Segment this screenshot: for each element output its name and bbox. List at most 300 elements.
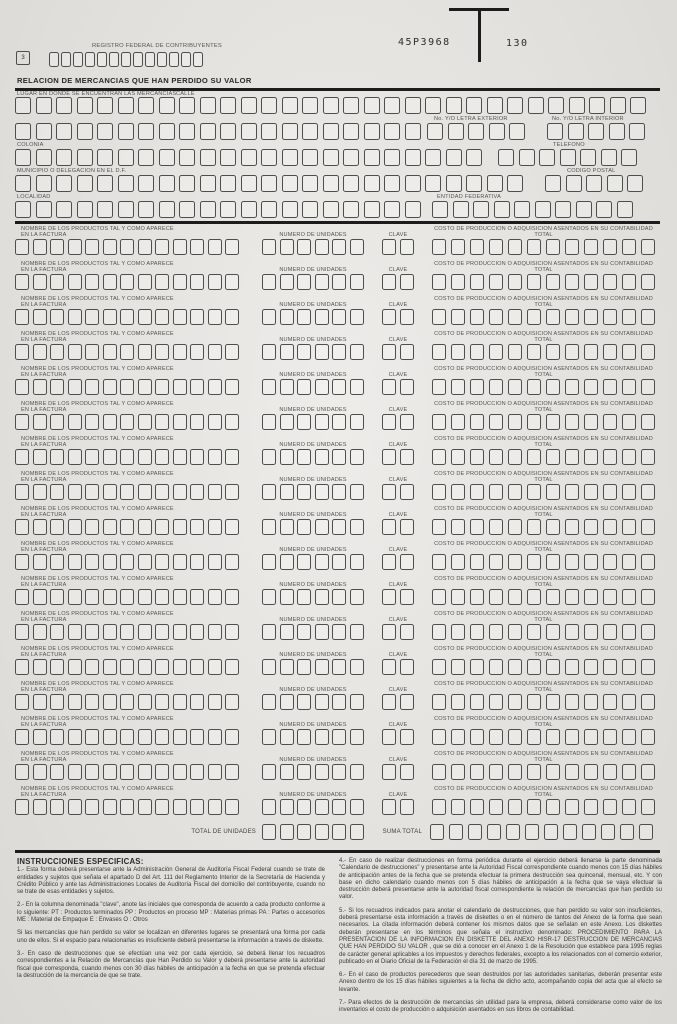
- char-box[interactable]: [68, 309, 82, 325]
- char-box[interactable]: [68, 274, 82, 290]
- char-box[interactable]: [138, 519, 152, 535]
- char-box[interactable]: [350, 589, 364, 605]
- char-box[interactable]: [468, 123, 484, 140]
- char-box[interactable]: [220, 149, 236, 166]
- char-box[interactable]: [589, 97, 605, 114]
- char-box[interactable]: [603, 589, 617, 605]
- char-box[interactable]: [546, 589, 560, 605]
- char-box[interactable]: [261, 175, 277, 192]
- char-box[interactable]: [282, 149, 298, 166]
- char-box[interactable]: [103, 554, 117, 570]
- char-box[interactable]: [157, 52, 167, 67]
- char-box[interactable]: [261, 149, 277, 166]
- char-box[interactable]: [405, 175, 421, 192]
- char-box[interactable]: [282, 175, 298, 192]
- char-box[interactable]: [138, 729, 152, 745]
- char-box[interactable]: [208, 379, 222, 395]
- char-box[interactable]: [603, 309, 617, 325]
- char-box[interactable]: [432, 659, 446, 675]
- char-box[interactable]: [50, 694, 64, 710]
- char-box[interactable]: [382, 414, 396, 430]
- char-box[interactable]: [382, 239, 396, 255]
- char-box[interactable]: [261, 201, 277, 218]
- char-box[interactable]: [155, 414, 169, 430]
- char-box[interactable]: [190, 309, 204, 325]
- char-box[interactable]: [641, 554, 655, 570]
- char-box[interactable]: [405, 149, 421, 166]
- char-box[interactable]: [432, 484, 446, 500]
- char-box[interactable]: [190, 694, 204, 710]
- char-box[interactable]: [262, 519, 276, 535]
- char-box[interactable]: [15, 379, 29, 395]
- char-box[interactable]: [97, 201, 113, 218]
- char-box[interactable]: [364, 201, 380, 218]
- char-box[interactable]: [432, 201, 448, 218]
- char-box[interactable]: [225, 274, 239, 290]
- char-box[interactable]: [33, 554, 47, 570]
- char-box[interactable]: [280, 799, 294, 815]
- char-box[interactable]: [103, 694, 117, 710]
- char-box[interactable]: [629, 123, 645, 140]
- char-box[interactable]: [332, 414, 346, 430]
- char-box[interactable]: [68, 239, 82, 255]
- char-box[interactable]: [179, 149, 195, 166]
- char-box[interactable]: [138, 97, 154, 114]
- char-box[interactable]: [350, 729, 364, 745]
- char-box[interactable]: [432, 729, 446, 745]
- char-box[interactable]: [85, 694, 99, 710]
- char-box[interactable]: [432, 414, 446, 430]
- char-box[interactable]: [584, 554, 598, 570]
- char-box[interactable]: [384, 175, 400, 192]
- char-box[interactable]: [405, 201, 421, 218]
- char-box[interactable]: [262, 624, 276, 640]
- char-box[interactable]: [622, 764, 636, 780]
- char-box[interactable]: [61, 52, 71, 67]
- char-box[interactable]: [280, 659, 294, 675]
- char-box[interactable]: [56, 149, 72, 166]
- char-box[interactable]: [225, 554, 239, 570]
- char-box[interactable]: [297, 344, 311, 360]
- char-box[interactable]: [15, 175, 31, 192]
- char-box[interactable]: [297, 659, 311, 675]
- char-box[interactable]: [208, 659, 222, 675]
- char-box[interactable]: [489, 379, 503, 395]
- char-box[interactable]: [565, 414, 579, 430]
- char-box[interactable]: [639, 824, 653, 840]
- char-box[interactable]: [622, 449, 636, 465]
- char-box[interactable]: [155, 659, 169, 675]
- char-box[interactable]: [85, 449, 99, 465]
- char-box[interactable]: [451, 659, 465, 675]
- char-box[interactable]: [425, 175, 441, 192]
- char-box[interactable]: [382, 659, 396, 675]
- char-box[interactable]: [555, 201, 571, 218]
- char-box[interactable]: [563, 824, 577, 840]
- char-box[interactable]: [508, 554, 522, 570]
- char-box[interactable]: [173, 344, 187, 360]
- char-box[interactable]: [546, 659, 560, 675]
- char-box[interactable]: [120, 519, 134, 535]
- char-box[interactable]: [400, 274, 414, 290]
- char-box[interactable]: [33, 764, 47, 780]
- char-box[interactable]: [332, 274, 346, 290]
- char-box[interactable]: [584, 239, 598, 255]
- char-box[interactable]: [159, 201, 175, 218]
- char-box[interactable]: [489, 414, 503, 430]
- char-box[interactable]: [208, 799, 222, 815]
- char-box[interactable]: [103, 274, 117, 290]
- char-box[interactable]: [138, 309, 152, 325]
- char-box[interactable]: [241, 201, 257, 218]
- char-box[interactable]: [566, 175, 582, 192]
- char-box[interactable]: [280, 589, 294, 605]
- char-box[interactable]: [470, 764, 484, 780]
- char-box[interactable]: [103, 764, 117, 780]
- char-box[interactable]: [225, 589, 239, 605]
- char-box[interactable]: [138, 764, 152, 780]
- char-box[interactable]: [470, 624, 484, 640]
- char-box[interactable]: [323, 175, 339, 192]
- char-box[interactable]: [33, 799, 47, 815]
- char-box[interactable]: [225, 414, 239, 430]
- char-box[interactable]: [155, 449, 169, 465]
- char-box[interactable]: [425, 97, 441, 114]
- char-box[interactable]: [68, 659, 82, 675]
- char-box[interactable]: [50, 414, 64, 430]
- char-box[interactable]: [468, 824, 482, 840]
- char-box[interactable]: [508, 764, 522, 780]
- char-box[interactable]: [262, 589, 276, 605]
- char-box[interactable]: [584, 519, 598, 535]
- char-box[interactable]: [332, 379, 346, 395]
- char-box[interactable]: [546, 274, 560, 290]
- char-box[interactable]: [15, 97, 31, 114]
- char-box[interactable]: [208, 554, 222, 570]
- char-box[interactable]: [138, 344, 152, 360]
- char-box[interactable]: [621, 149, 637, 166]
- char-box[interactable]: [400, 414, 414, 430]
- char-box[interactable]: [627, 175, 643, 192]
- char-box[interactable]: [173, 799, 187, 815]
- char-box[interactable]: [382, 764, 396, 780]
- char-box[interactable]: [641, 449, 655, 465]
- char-box[interactable]: [508, 519, 522, 535]
- char-box[interactable]: [451, 239, 465, 255]
- char-box[interactable]: [190, 484, 204, 500]
- char-box[interactable]: [519, 149, 535, 166]
- char-box[interactable]: [546, 379, 560, 395]
- char-box[interactable]: [97, 175, 113, 192]
- char-box[interactable]: [33, 519, 47, 535]
- char-box[interactable]: [364, 97, 380, 114]
- char-box[interactable]: [208, 589, 222, 605]
- char-box[interactable]: [350, 624, 364, 640]
- char-box[interactable]: [489, 659, 503, 675]
- char-box[interactable]: [225, 309, 239, 325]
- char-box[interactable]: [15, 799, 29, 815]
- char-box[interactable]: [103, 589, 117, 605]
- char-box[interactable]: [173, 659, 187, 675]
- char-box[interactable]: [430, 824, 444, 840]
- char-box[interactable]: [489, 309, 503, 325]
- char-box[interactable]: [584, 344, 598, 360]
- char-box[interactable]: [400, 519, 414, 535]
- char-box[interactable]: [50, 309, 64, 325]
- char-box[interactable]: [489, 274, 503, 290]
- char-box[interactable]: [382, 589, 396, 605]
- char-box[interactable]: [155, 694, 169, 710]
- char-box[interactable]: [103, 729, 117, 745]
- char-box[interactable]: [179, 97, 195, 114]
- char-box[interactable]: [280, 519, 294, 535]
- char-box[interactable]: [487, 824, 501, 840]
- char-box[interactable]: [225, 659, 239, 675]
- char-box[interactable]: [527, 379, 541, 395]
- char-box[interactable]: [332, 344, 346, 360]
- char-box[interactable]: [446, 149, 462, 166]
- char-box[interactable]: [546, 624, 560, 640]
- char-box[interactable]: [241, 97, 257, 114]
- char-box[interactable]: [332, 764, 346, 780]
- char-box[interactable]: [280, 274, 294, 290]
- char-box[interactable]: [323, 149, 339, 166]
- char-box[interactable]: [622, 274, 636, 290]
- char-box[interactable]: [282, 201, 298, 218]
- char-box[interactable]: [120, 239, 134, 255]
- char-box[interactable]: [446, 175, 462, 192]
- char-box[interactable]: [280, 694, 294, 710]
- char-box[interactable]: [382, 309, 396, 325]
- char-box[interactable]: [190, 449, 204, 465]
- char-box[interactable]: [159, 123, 175, 140]
- char-box[interactable]: [262, 239, 276, 255]
- char-box[interactable]: [596, 201, 612, 218]
- char-box[interactable]: [190, 344, 204, 360]
- char-box[interactable]: [641, 484, 655, 500]
- char-box[interactable]: [120, 694, 134, 710]
- char-box[interactable]: [548, 97, 564, 114]
- char-box[interactable]: [432, 519, 446, 535]
- char-box[interactable]: [297, 414, 311, 430]
- char-box[interactable]: [155, 484, 169, 500]
- char-box[interactable]: [451, 589, 465, 605]
- char-box[interactable]: [350, 484, 364, 500]
- char-box[interactable]: [280, 449, 294, 465]
- char-box[interactable]: [33, 624, 47, 640]
- char-box[interactable]: [155, 344, 169, 360]
- char-box[interactable]: [382, 379, 396, 395]
- char-box[interactable]: [33, 344, 47, 360]
- char-box[interactable]: [36, 201, 52, 218]
- char-box[interactable]: [220, 175, 236, 192]
- char-box[interactable]: [262, 309, 276, 325]
- char-box[interactable]: [103, 659, 117, 675]
- char-box[interactable]: [565, 764, 579, 780]
- char-box[interactable]: [432, 554, 446, 570]
- char-box[interactable]: [451, 309, 465, 325]
- char-box[interactable]: [262, 824, 276, 840]
- char-box[interactable]: [190, 729, 204, 745]
- char-box[interactable]: [297, 449, 311, 465]
- char-box[interactable]: [133, 52, 143, 67]
- char-box[interactable]: [507, 175, 523, 192]
- char-box[interactable]: [603, 414, 617, 430]
- char-box[interactable]: [50, 484, 64, 500]
- char-box[interactable]: [489, 589, 503, 605]
- char-box[interactable]: [584, 764, 598, 780]
- char-box[interactable]: [546, 764, 560, 780]
- char-box[interactable]: [432, 379, 446, 395]
- char-box[interactable]: [350, 694, 364, 710]
- char-box[interactable]: [50, 799, 64, 815]
- char-box[interactable]: [343, 149, 359, 166]
- char-box[interactable]: [400, 484, 414, 500]
- char-box[interactable]: [584, 694, 598, 710]
- char-box[interactable]: [400, 554, 414, 570]
- char-box[interactable]: [138, 414, 152, 430]
- char-box[interactable]: [470, 484, 484, 500]
- char-box[interactable]: [364, 123, 380, 140]
- char-box[interactable]: [508, 449, 522, 465]
- char-box[interactable]: [332, 624, 346, 640]
- char-box[interactable]: [85, 624, 99, 640]
- char-box[interactable]: [138, 589, 152, 605]
- char-box[interactable]: [332, 309, 346, 325]
- char-box[interactable]: [527, 309, 541, 325]
- char-box[interactable]: [622, 729, 636, 745]
- char-box[interactable]: [33, 659, 47, 675]
- char-box[interactable]: [280, 414, 294, 430]
- char-box[interactable]: [68, 379, 82, 395]
- char-box[interactable]: [118, 123, 134, 140]
- char-box[interactable]: [155, 799, 169, 815]
- char-box[interactable]: [565, 729, 579, 745]
- char-box[interactable]: [451, 519, 465, 535]
- char-box[interactable]: [56, 97, 72, 114]
- char-box[interactable]: [332, 729, 346, 745]
- char-box[interactable]: [487, 175, 503, 192]
- char-box[interactable]: [603, 729, 617, 745]
- char-box[interactable]: [97, 123, 113, 140]
- char-box[interactable]: [427, 123, 443, 140]
- char-box[interactable]: [489, 239, 503, 255]
- char-box[interactable]: [400, 729, 414, 745]
- char-box[interactable]: [487, 97, 503, 114]
- char-box[interactable]: [641, 274, 655, 290]
- char-box[interactable]: [155, 554, 169, 570]
- char-box[interactable]: [173, 274, 187, 290]
- char-box[interactable]: [622, 694, 636, 710]
- char-box[interactable]: [315, 589, 329, 605]
- char-box[interactable]: [120, 624, 134, 640]
- char-box[interactable]: [489, 519, 503, 535]
- char-box[interactable]: [103, 414, 117, 430]
- char-box[interactable]: [280, 309, 294, 325]
- char-box[interactable]: [36, 149, 52, 166]
- char-box[interactable]: [315, 729, 329, 745]
- char-box[interactable]: [382, 554, 396, 570]
- char-box[interactable]: [508, 484, 522, 500]
- char-box[interactable]: [489, 764, 503, 780]
- char-box[interactable]: [280, 824, 294, 840]
- char-box[interactable]: [77, 201, 93, 218]
- char-box[interactable]: [601, 149, 617, 166]
- char-box[interactable]: [350, 449, 364, 465]
- char-box[interactable]: [432, 449, 446, 465]
- char-box[interactable]: [33, 239, 47, 255]
- char-box[interactable]: [155, 309, 169, 325]
- char-box[interactable]: [315, 484, 329, 500]
- char-box[interactable]: [173, 764, 187, 780]
- char-box[interactable]: [200, 149, 216, 166]
- char-box[interactable]: [220, 97, 236, 114]
- char-box[interactable]: [68, 414, 82, 430]
- char-box[interactable]: [225, 239, 239, 255]
- char-box[interactable]: [120, 659, 134, 675]
- char-box[interactable]: [33, 414, 47, 430]
- char-box[interactable]: [50, 239, 64, 255]
- char-box[interactable]: [297, 624, 311, 640]
- char-box[interactable]: [603, 694, 617, 710]
- char-box[interactable]: [546, 519, 560, 535]
- char-box[interactable]: [208, 624, 222, 640]
- char-box[interactable]: [280, 554, 294, 570]
- char-box[interactable]: [190, 659, 204, 675]
- char-box[interactable]: [332, 694, 346, 710]
- char-box[interactable]: [50, 624, 64, 640]
- char-box[interactable]: [190, 274, 204, 290]
- char-box[interactable]: [364, 175, 380, 192]
- char-box[interactable]: [85, 379, 99, 395]
- char-box[interactable]: [173, 239, 187, 255]
- char-box[interactable]: [384, 201, 400, 218]
- char-box[interactable]: [225, 729, 239, 745]
- char-box[interactable]: [466, 97, 482, 114]
- char-box[interactable]: [261, 97, 277, 114]
- char-box[interactable]: [138, 149, 154, 166]
- char-box[interactable]: [508, 379, 522, 395]
- char-box[interactable]: [622, 589, 636, 605]
- char-box[interactable]: [546, 484, 560, 500]
- char-box[interactable]: [565, 239, 579, 255]
- char-box[interactable]: [262, 449, 276, 465]
- char-box[interactable]: [155, 274, 169, 290]
- char-box[interactable]: [33, 274, 47, 290]
- char-box[interactable]: [508, 239, 522, 255]
- char-box[interactable]: [508, 344, 522, 360]
- char-box[interactable]: [225, 799, 239, 815]
- char-box[interactable]: [565, 694, 579, 710]
- char-box[interactable]: [622, 554, 636, 570]
- char-box[interactable]: [77, 175, 93, 192]
- char-box[interactable]: [601, 824, 615, 840]
- char-box[interactable]: [565, 449, 579, 465]
- char-box[interactable]: [641, 414, 655, 430]
- char-box[interactable]: [641, 519, 655, 535]
- char-box[interactable]: [546, 449, 560, 465]
- char-box[interactable]: [527, 414, 541, 430]
- char-box[interactable]: [382, 694, 396, 710]
- char-box[interactable]: [225, 449, 239, 465]
- char-box[interactable]: [50, 554, 64, 570]
- char-box[interactable]: [15, 274, 29, 290]
- char-box[interactable]: [68, 729, 82, 745]
- char-box[interactable]: [225, 344, 239, 360]
- char-box[interactable]: [489, 449, 503, 465]
- char-box[interactable]: [535, 201, 551, 218]
- char-box[interactable]: [508, 624, 522, 640]
